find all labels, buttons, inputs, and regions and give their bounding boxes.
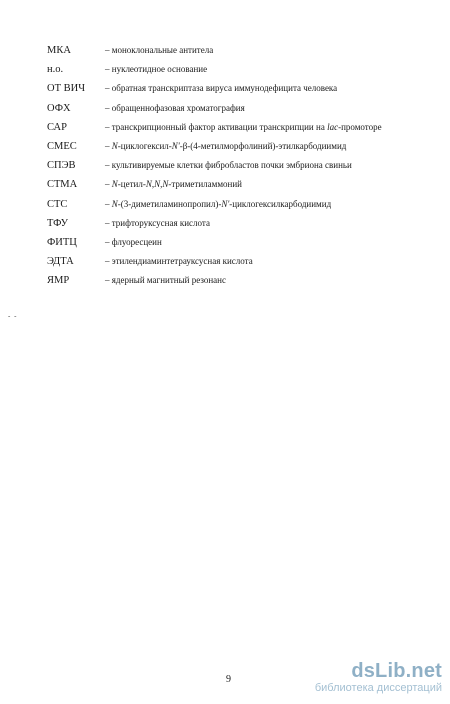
abbreviation-term: н.о. [47,64,64,76]
abbreviation-term: ФИТЦ [47,236,77,248]
abbreviation-definition: – N-циклогексил-N'-β-(4-метилморфолиний)-этилкарбодиимид [105,140,347,151]
abbreviation-row [47,41,437,60]
abbreviation-definition: – транскрипционный фактор активации транскрипции на lac-промоторе [105,121,382,132]
abbreviation-definition: – моноклональные антитела [105,45,214,55]
abbreviation-term: САР [47,121,67,133]
abbreviation-term: ОФХ [47,102,71,114]
abbreviation-row [47,118,437,137]
abbreviation-row [47,79,437,98]
abbreviation-list [47,41,437,290]
abbreviation-definition: – N-цетил-N,N,N-триметиламмоний [105,179,242,190]
abbreviation-definition: – культивируемые клетки фибробластов почки эмбриона свиньи [105,160,352,171]
page-number: 9 [226,674,231,685]
abbreviation-term: ЭДТА [47,256,74,268]
abbreviation-row [47,195,437,214]
abbreviation-definition: – этилендиаминтетрауксусная кислота [105,256,253,267]
abbreviation-row [47,60,437,79]
abbreviation-term: СМЕС [47,140,77,152]
abbreviation-term: ОТ ВИЧ [47,83,86,95]
abbreviation-definition: – флуоресцеин [105,236,162,247]
watermark-subtitle: библиотека диссертаций [314,682,442,694]
abbreviation-row [47,271,437,290]
abbreviation-definition: – N-(3-диметиламинопропил)-N'-циклогексилкарбодиимид [105,198,332,209]
abbreviation-definition: – трифторуксусная кислота [105,217,210,228]
abbreviation-term: МКА [47,45,71,56]
watermark[interactable] [315,660,442,694]
abbreviation-definition: – обращеннофазовая хроматография [105,102,245,113]
abbreviation-row [47,252,437,271]
abbreviation-row [47,137,437,156]
abbreviation-definition: – ядерный магнитный резонанс [105,275,226,286]
abbreviation-row [47,175,437,194]
abbreviation-term: ТФУ [47,217,69,229]
abbreviation-definition: – обратная транскриптаза вируса иммунодефицита человека [105,83,338,94]
stray-mark: - - [8,312,18,320]
abbreviation-term: СТС [47,198,68,210]
abbreviation-row [47,214,437,233]
abbreviation-row [47,233,437,252]
abbreviation-term: СТМА [47,179,78,191]
abbreviation-row [47,156,437,175]
abbreviation-term: ЯМР [47,275,70,287]
abbreviation-definition: – нуклеотидное основание [105,64,208,75]
watermark-logo: dsLib.net [351,660,442,682]
abbreviation-row [47,99,437,118]
abbreviation-term: СПЭВ [47,160,76,172]
